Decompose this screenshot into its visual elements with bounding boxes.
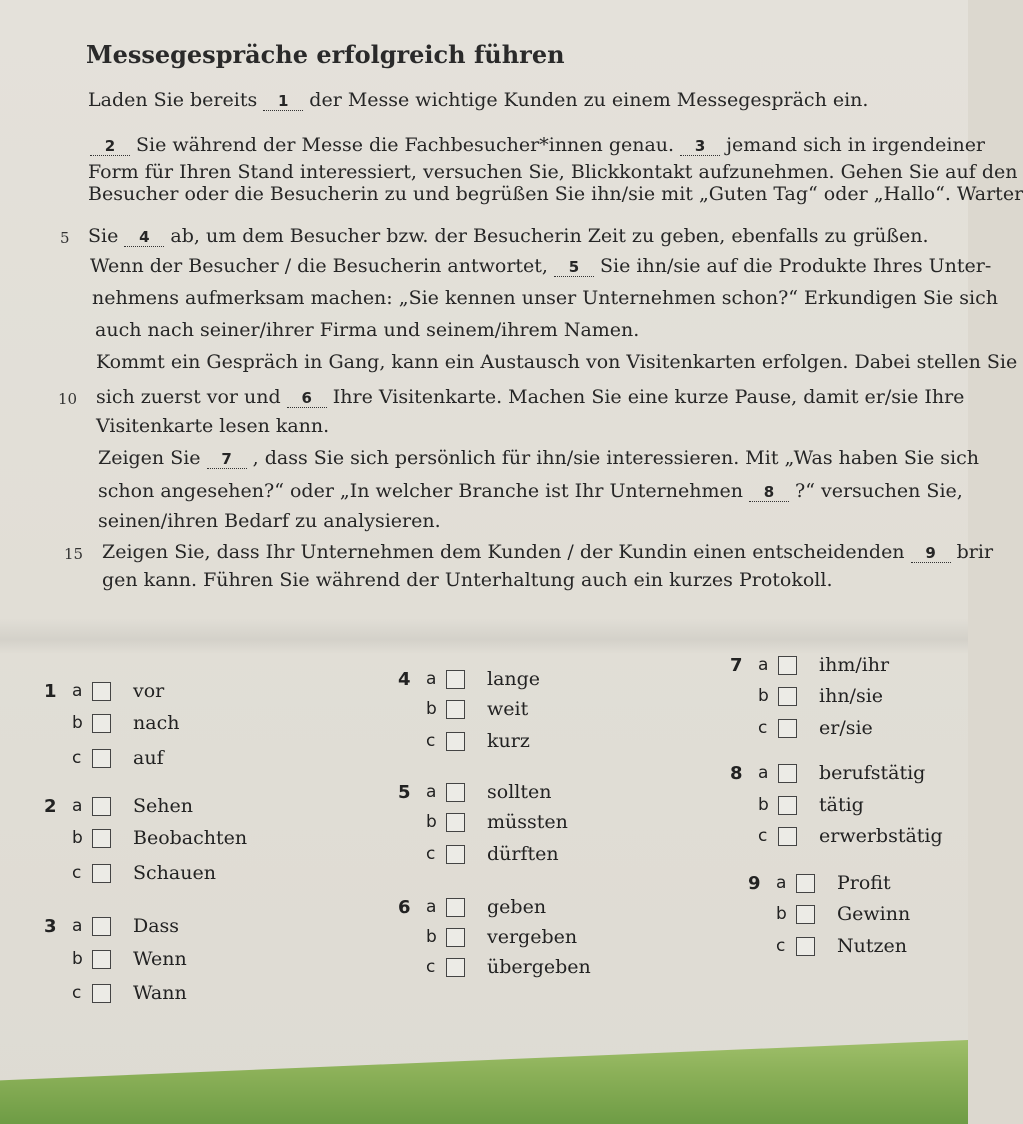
text-segment: Ihre Visitenkarte. Machen Sie eine kurze Pause, damit er/sie Ihre [326, 386, 965, 408]
question-number: 8 [730, 762, 743, 784]
gap-marker: 4 [124, 228, 164, 247]
option-6b[interactable] [398, 926, 577, 948]
option-2c[interactable] [44, 862, 216, 884]
option-text: berufstätig [819, 762, 926, 784]
option-7b[interactable] [730, 685, 883, 707]
option-letter: b [72, 713, 83, 733]
option-letter: a [72, 796, 83, 816]
gap-marker: 8 [749, 483, 789, 502]
checkbox[interactable] [92, 917, 111, 936]
option-text: Dass [133, 915, 180, 937]
text-segment: Zeigen Sie [98, 447, 207, 469]
line-number: 15 [64, 545, 84, 563]
text-segment: nehmens aufmerksam machen: „Sie kennen unser Unternehmen schon?“ Erkundigen Sie sich [92, 287, 998, 309]
checkbox[interactable] [446, 783, 465, 802]
option-text: vergeben [487, 926, 578, 948]
text-segment: Sie [88, 225, 125, 247]
option-1a[interactable] [44, 680, 164, 702]
option-5c[interactable] [398, 843, 559, 865]
option-text: lange [487, 668, 541, 690]
line-number: 5 [60, 229, 70, 247]
text-segment: ?“ versuchen Sie, [789, 480, 963, 502]
gap-marker: 3 [680, 137, 720, 156]
option-text: müssten [487, 811, 568, 833]
checkbox[interactable] [796, 874, 815, 893]
option-letter: b [426, 927, 437, 947]
gap-marker: 2 [90, 137, 130, 156]
text-line [102, 568, 832, 592]
text-line [95, 318, 639, 342]
text-line [96, 385, 964, 409]
option-letter: b [72, 828, 83, 848]
text-segment: Sie während der Messe die Fachbesucher*innen genau. [130, 134, 681, 156]
option-3c[interactable] [44, 982, 187, 1004]
checkbox[interactable] [92, 797, 111, 816]
question-number: 1 [44, 680, 57, 702]
checkbox[interactable] [92, 682, 111, 701]
option-text: übergeben [487, 956, 591, 978]
option-text: auf [133, 747, 164, 769]
option-text: er/sie [819, 717, 873, 739]
option-text: Schauen [133, 862, 216, 884]
option-text: weit [487, 698, 529, 720]
option-text: Profit [837, 872, 891, 894]
option-1b[interactable] [44, 712, 179, 734]
checkbox[interactable] [446, 958, 465, 977]
text-line [90, 254, 991, 278]
option-letter: c [426, 844, 436, 864]
option-6c[interactable] [398, 956, 591, 978]
option-text: erwerbstätig [819, 825, 943, 847]
option-9a[interactable] [748, 872, 891, 894]
option-letter: a [776, 873, 787, 893]
option-8a[interactable] [730, 762, 925, 784]
option-text: tätig [819, 794, 864, 816]
text-segment: Form für Ihren Stand interessiert, versuchen Sie, Blickkontakt aufzunehmen. Gehen Sie auf den [88, 161, 1018, 183]
question-number: 6 [398, 896, 411, 918]
text-line [96, 350, 1017, 374]
checkbox[interactable] [446, 670, 465, 689]
question-number: 7 [730, 654, 743, 676]
option-2b[interactable] [44, 827, 247, 849]
option-text: Wann [133, 982, 187, 1004]
checkbox[interactable] [778, 656, 797, 675]
checkbox[interactable] [446, 845, 465, 864]
option-letter: c [426, 957, 436, 977]
text-segment: seinen/ihren Bedarf zu analysieren. [98, 510, 441, 532]
option-letter: c [72, 983, 82, 1003]
option-9b[interactable] [748, 903, 910, 925]
checkbox[interactable] [796, 905, 815, 924]
text-segment: jemand sich in irgendeiner [720, 134, 986, 156]
text-segment: Zeigen Sie, dass Ihr Unternehmen dem Kunden / der Kundin einen entscheidenden [102, 541, 911, 563]
option-8c[interactable] [730, 825, 943, 847]
question-number: 9 [748, 872, 761, 894]
option-letter: b [758, 686, 769, 706]
option-5b[interactable] [398, 811, 568, 833]
option-text: nach [133, 712, 180, 734]
option-text: Sehen [133, 795, 193, 817]
option-3a[interactable] [44, 915, 179, 937]
option-text: kurz [487, 730, 530, 752]
option-3b[interactable] [44, 948, 187, 970]
gap-marker: 6 [287, 389, 327, 408]
option-1c[interactable] [44, 747, 164, 769]
text-segment: Visitenkarte lesen kann. [96, 415, 330, 437]
text-line [88, 88, 868, 112]
option-letter: a [426, 782, 437, 802]
text-segment: der Messe wichtige Kunden zu einem Messegespräch ein. [303, 89, 869, 111]
option-4c[interactable] [398, 730, 530, 752]
text-segment: brir [950, 541, 994, 563]
gap-marker: 5 [554, 258, 594, 277]
option-8b[interactable] [730, 794, 864, 816]
option-text: dürften [487, 843, 559, 865]
option-text: Wenn [133, 948, 187, 970]
question-number: 2 [44, 795, 57, 817]
option-4a[interactable] [398, 668, 540, 690]
option-letter: c [72, 748, 82, 768]
gap-marker: 9 [911, 544, 951, 563]
option-5a[interactable] [398, 781, 551, 803]
text-segment: schon angesehen?“ oder „In welcher Branche ist Ihr Unternehmen [98, 480, 749, 502]
option-letter: a [72, 916, 83, 936]
option-text: ihm/ihr [819, 654, 890, 676]
page-title: Messegespräche erfolgreich führen [86, 40, 565, 69]
option-9c[interactable] [748, 935, 907, 957]
checkbox[interactable] [446, 700, 465, 719]
option-letter: b [426, 699, 437, 719]
checkbox[interactable] [446, 898, 465, 917]
checkbox[interactable] [92, 714, 111, 733]
text-segment: Kommt ein Gespräch in Gang, kann ein Austausch von Visitenkarten erfolgen. Dabei stellen Sie [96, 351, 1018, 373]
text-line [98, 479, 963, 503]
text-segment: Laden Sie bereits [88, 89, 264, 111]
text-line [90, 133, 985, 157]
checkbox[interactable] [92, 950, 111, 969]
option-letter: b [426, 812, 437, 832]
option-letter: b [72, 949, 83, 969]
option-7a[interactable] [730, 654, 889, 676]
option-letter: c [776, 936, 786, 956]
option-text: geben [487, 896, 547, 918]
checkbox[interactable] [778, 687, 797, 706]
option-letter: a [758, 655, 769, 675]
text-segment: sich zuerst vor und [96, 386, 287, 408]
text-line [88, 160, 1017, 184]
option-text: ihn/sie [819, 685, 884, 707]
option-text: Beobachten [133, 827, 248, 849]
question-number: 5 [398, 781, 411, 803]
option-letter: b [758, 795, 769, 815]
checkbox[interactable] [446, 732, 465, 751]
option-letter: c [758, 718, 768, 738]
text-line [92, 286, 998, 310]
option-text: Nutzen [837, 935, 907, 957]
option-letter: a [426, 897, 437, 917]
checkbox[interactable] [92, 984, 111, 1003]
option-letter: b [776, 904, 787, 924]
gap-marker: 1 [263, 92, 303, 111]
text-segment: Wenn der Besucher / die Besucherin antwortet, [90, 255, 554, 277]
option-text: Gewinn [837, 903, 911, 925]
checkbox[interactable] [778, 796, 797, 815]
text-segment: ab, um dem Besucher bzw. der Besucherin Zeit zu geben, ebenfalls zu grüßen. [164, 225, 929, 247]
checkbox[interactable] [446, 928, 465, 947]
text-segment: gen kann. Führen Sie während der Unterhaltung auch ein kurzes Protokoll. [102, 569, 833, 591]
checkbox[interactable] [92, 829, 111, 848]
text-segment: , dass Sie sich persönlich für ihn/sie interessieren. Mit „Was haben Sie sich [246, 447, 979, 469]
text-line [88, 224, 929, 248]
option-4b[interactable] [398, 698, 528, 720]
text-line [88, 182, 1023, 206]
option-letter: a [72, 681, 83, 701]
checkbox[interactable] [92, 864, 111, 883]
checkbox[interactable] [92, 749, 111, 768]
checkbox[interactable] [446, 813, 465, 832]
text-line [98, 509, 441, 533]
page-fold-shadow [0, 618, 968, 654]
option-letter: a [426, 669, 437, 689]
text-segment: Besucher oder die Besucherin zu und begrüßen Sie ihn/sie mit „Guten Tag“ oder „Hallo“. Warter [88, 183, 1023, 205]
text-segment: Sie ihn/sie auf die Produkte Ihres Unter- [594, 255, 992, 277]
option-letter: c [758, 826, 768, 846]
option-letter: a [758, 763, 769, 783]
option-letter: c [426, 731, 436, 751]
question-number: 3 [44, 915, 57, 937]
checkbox[interactable] [796, 937, 815, 956]
text-segment: auch nach seiner/ihrer Firma und seinem/ihrem Namen. [95, 319, 640, 341]
option-2a[interactable] [44, 795, 193, 817]
option-6a[interactable] [398, 896, 546, 918]
option-text: sollten [487, 781, 552, 803]
checkbox[interactable] [778, 719, 797, 738]
option-text: vor [133, 680, 165, 702]
option-letter: c [72, 863, 82, 883]
text-line [96, 414, 329, 438]
text-line [98, 446, 979, 470]
option-7c[interactable] [730, 717, 873, 739]
question-number: 4 [398, 668, 411, 690]
line-number: 10 [58, 390, 78, 408]
checkbox[interactable] [778, 827, 797, 846]
gap-marker: 7 [207, 450, 247, 469]
checkbox[interactable] [778, 764, 797, 783]
text-line [102, 540, 993, 564]
